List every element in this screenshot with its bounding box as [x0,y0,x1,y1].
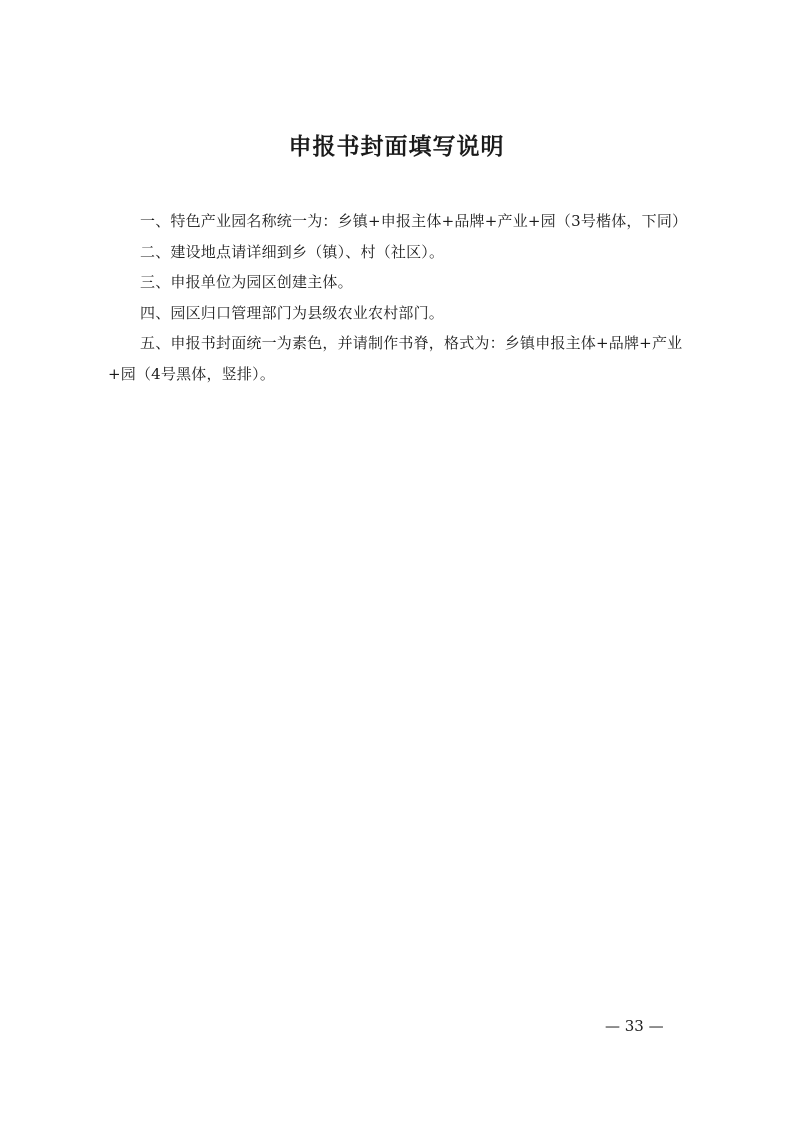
paragraph-2: 二、建设地点请详细到乡（镇）、村（社区）。 [140,242,445,261]
page-number: — 33 — [605,1017,664,1035]
paragraph-1: 一、特色产业园名称统一为：乡镇+申报主体+品牌+产业+园（3号楷体，下同） [140,212,688,230]
paragraph-3: 三、申报单位为园区创建主体。 [140,273,353,291]
document-title: 申报书封面填写说明 [288,134,505,160]
document-body [108,206,708,389]
paragraph-5: 五、申报书封面统一为素色，并请制作书脊，格式为：乡镇申报主体+品牌+产业+园（4号黑体，竖排）。 [108,334,683,383]
paragraph-4: 四、园区归口管理部门为县级农业农村部门。 [140,303,445,322]
